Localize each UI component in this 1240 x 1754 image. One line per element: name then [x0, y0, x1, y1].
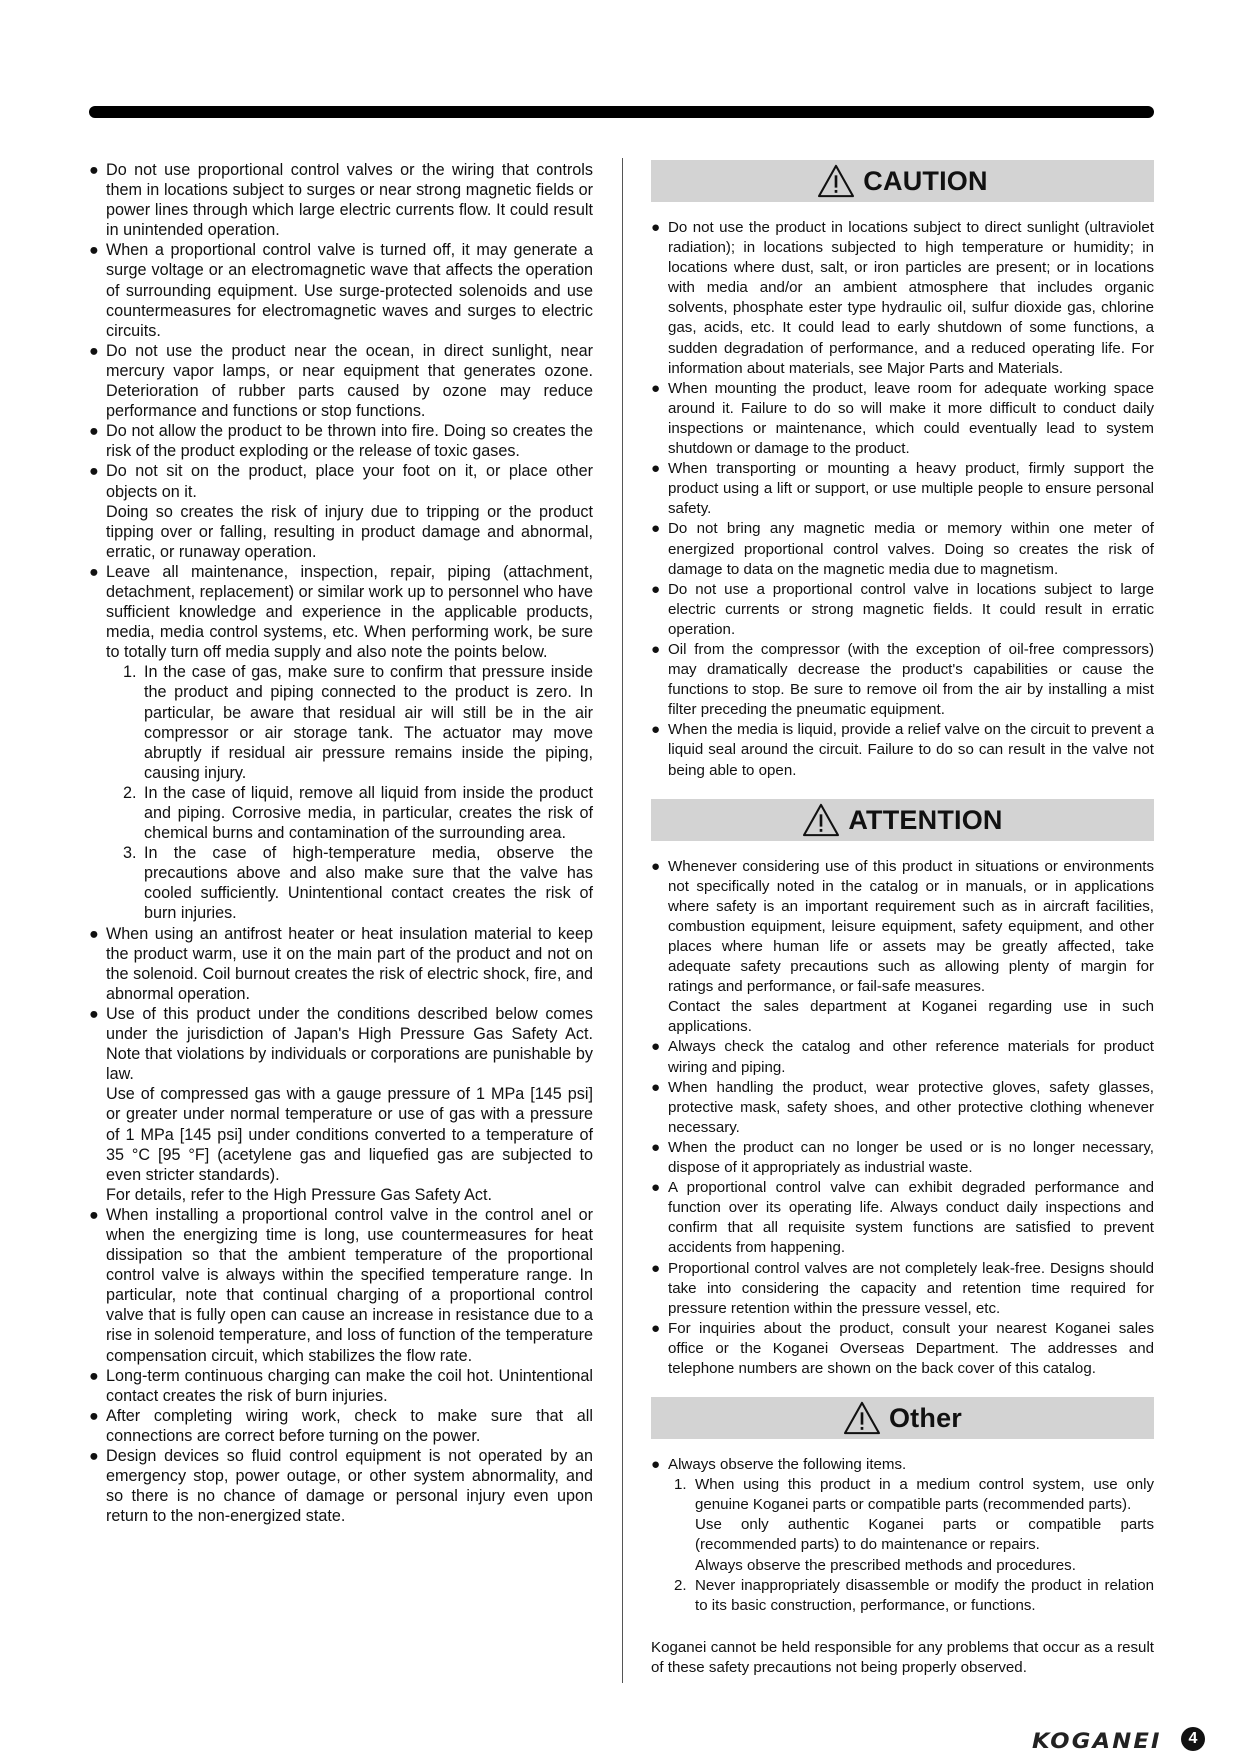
attention-title: ATTENTION	[848, 804, 1003, 835]
sub-item-text: In the case of high-temperature media, observe the precautions above and also make sure that the valve has cooled sufficiently. Unintentional contact creates the risk of burn injuries.	[144, 844, 593, 923]
sub-item-number: 2.	[123, 783, 137, 802]
item-text: Long-term continuous charging can make the coil hot. Unintentional contact creates the risk of burn injuries.	[106, 1366, 593, 1405]
list-item	[89, 562, 593, 924]
attention-header	[651, 799, 1154, 841]
bullet: ●	[651, 640, 661, 658]
left-column	[89, 160, 593, 1526]
item-text: Design devices so fluid control equipment is not operated by an emergency stop, power outage, or other system abnormality, and so there is no chance of damage or personal injury even upon return to the non-energized state.	[106, 1447, 593, 1526]
bullet: ●	[89, 1406, 99, 1425]
bullet: ●	[651, 1138, 661, 1156]
sub-item-number: 1.	[674, 1476, 687, 1494]
list-item	[89, 341, 593, 421]
item-text: When mounting the product, leave room for adequate working space around it. Failure to do so will make it more difficult to conduct daily inspections or maintenance, which could eventually lead to system shutdown or damage to the product.	[668, 379, 1154, 458]
bullet: ●	[651, 1179, 661, 1197]
sub-item-text: Never inappropriately disassemble or modify the product in relation to its basic construction, performance, or functions.	[695, 1576, 1154, 1614]
item-text: For inquiries about the product, consult your nearest Koganei sales office or the Koganei Overseas Department. The addresses and telephone numbers are shown on the back cover of this catalog.	[668, 1319, 1154, 1377]
sub-item	[106, 843, 593, 923]
other-header	[651, 1397, 1154, 1439]
list-item	[651, 580, 1154, 640]
sub-item-number: 2.	[674, 1576, 687, 1594]
bullet: ●	[89, 562, 99, 581]
item-text: Do not bring any magnetic media or memory within one meter of energized proportional control valves. Doing so creates the risk of damage to data on the magnetic media due to magnetism.	[668, 520, 1154, 578]
attention-list	[651, 857, 1154, 1379]
list-item	[651, 1037, 1154, 1077]
bullet: ●	[651, 520, 661, 538]
other-sublist	[651, 1475, 1154, 1616]
brand-logo: KOGANEI	[1032, 1729, 1162, 1753]
item-text: When using an antifrost heater or heat insulation material to keep the product warm, use it on the main part of the product and not on the solenoid. Coil burnout creates the risk of electric shock, fire, and abnormal operation.	[106, 924, 593, 1003]
page-number: 4	[1181, 1727, 1205, 1751]
sub-item	[106, 783, 593, 843]
item-text: Do not use proportional control valves or the wiring that controls them in locations subject to surges or near strong magnetic fields or power lines through which large electric currents flow. It could result in unintended operation.	[106, 161, 593, 240]
list-item	[89, 461, 593, 561]
sub-item	[106, 662, 593, 783]
item-text: When the product can no longer be used or is no longer necessary, dispose of it appropriately as industrial waste.	[668, 1138, 1154, 1177]
list-item	[651, 1319, 1154, 1379]
other-title: Other	[888, 1403, 962, 1434]
list-item	[89, 1366, 593, 1406]
list-item	[89, 1446, 593, 1526]
bullet: ●	[89, 1447, 99, 1465]
bullet: ●	[89, 422, 99, 441]
caution-list	[651, 218, 1154, 781]
item-text: A proportional control valve can exhibit degraded performance and function over its operating life. Always conduct daily inspections and confirm that all requisite system functions are satisfied to prevent accidents from happening.	[668, 1179, 1154, 1257]
bullet: ●	[651, 460, 661, 478]
item-text: Do not use the product in locations subject to direct sunlight (ultraviolet radiation); in locations subjected to high temperature or humidity; in locations where dust, salt, or iron particles are present; or in locations with media and/or an ambient atmosphere that includes organic solvents, phosphate ester type hydraulic oil, sulfur dioxide gas, chlorine gas, acids, etc. It could lead to early shutdown of some functions, a sudden degradation of performance, and a reduced operating life. For information about materials, see Major Parts and Materials.	[668, 219, 1154, 377]
bullet: ●	[651, 857, 661, 875]
right-column	[651, 160, 1154, 1678]
item-text: Whenever considering use of this product in situations or environments not specifically noted in the catalog or in manuals, or in applications where safety is an important requirement such as in aircraft facilities, combustion equipment, leisure equipment, safety equipment, and other places where human life or assets may be greatly affected, take adequate safety precautions such as allowing plenty of margin for ratings and performance, or fail-safe measures.	[668, 857, 1154, 996]
list-item	[89, 421, 593, 461]
sub-item	[651, 1576, 1154, 1616]
list-item	[89, 240, 593, 340]
list-item	[89, 160, 593, 240]
list-item	[651, 720, 1154, 780]
sub-item-number: 3.	[123, 844, 137, 863]
item-text: Do not sit on the product, place your foot on it, or place other objects on it.	[106, 462, 593, 501]
disclaimer-footnote: Koganei cannot be held responsible for any problems that occur as a result of these safety precautions not being properly observed.	[651, 1638, 1154, 1676]
item-text: When handling the product, wear protective gloves, safety glasses, protective mask, safety shoes, and other protective clothing whenever necessary.	[668, 1078, 1154, 1136]
item-text: When transporting or mounting a heavy product, firmly support the product using a lift or support, or use multiple people to ensure personal safety.	[668, 460, 1154, 518]
bullet: ●	[651, 1038, 661, 1056]
bullet: ●	[651, 1456, 661, 1474]
item-text: For details, refer to the High Pressure Gas Safety Act.	[106, 1185, 492, 1204]
item-text: Doing so creates the risk of injury due to tripping or the product tipping over or falling, resulting in product damage and abnormal, erratic, or runaway operation.	[106, 502, 593, 561]
bullet: ●	[89, 241, 99, 260]
item-text: Do not allow the product to be thrown into fire. Doing so creates the risk of the product exploding or the release of toxic gases.	[106, 422, 593, 461]
sub-item-number: 1.	[123, 663, 137, 682]
bullet: ●	[89, 161, 99, 179]
bullet: ●	[89, 924, 99, 943]
item-text: Do not use the product near the ocean, in direct sunlight, near mercury vapor lamps, or near equipment that generates ozone. Deterioration of rubber parts caused by ozone may reduce performance and functions or stop functions.	[106, 341, 593, 421]
item-text: Use of this product under the conditions described below comes under the jurisdiction of Japan's High Pressure Gas Safety Act. Note that violations by individuals or corporations are punishable by law.	[106, 1004, 593, 1084]
bullet: ●	[89, 1205, 99, 1224]
sub-item-text: Use only authentic Koganei parts or compatible parts (recommended parts) to do maintenance or repairs.	[695, 1516, 1154, 1554]
bullet: ●	[89, 1366, 99, 1385]
item-text: Contact the sales department at Koganei regarding use in such applications.	[668, 998, 1154, 1036]
list-item	[89, 1406, 593, 1446]
item-text: Proportional control valves are not completely leak-free. Designs should take into considering the capacity and retention time required for pressure retention within the pressure vessel, etc.	[668, 1259, 1154, 1317]
other-list	[651, 1455, 1154, 1616]
bullet: ●	[651, 721, 661, 739]
item-text: When a proportional control valve is turned off, it may generate a surge voltage or an electromagnetic wave that affects the operation of surrounding equipment. Use surge-protected solenoids and use countermeasures for electromagnetic waves and surges to electric circuits.	[106, 241, 593, 340]
item-text: Oil from the compressor (with the exception of oil-free compressors) may dramatically decrease the product's capabilities or cause the functions to stop. Be sure to remove oil from the air by installing a mist filter preceding the pneumatic equipment.	[668, 640, 1154, 719]
bullet: ●	[651, 219, 661, 236]
item-text: Do not use a proportional control valve in locations subject to large electric currents or strong magnetic fields. It could result in erratic operation.	[668, 580, 1154, 638]
item-text: Always check the catalog and other reference materials for product wiring and piping.	[668, 1038, 1154, 1076]
bullet: ●	[89, 341, 99, 360]
top-rule	[89, 106, 1154, 118]
bullet: ●	[651, 1259, 661, 1277]
bullet: ●	[89, 462, 99, 481]
list-item	[89, 924, 593, 1004]
caution-header	[651, 160, 1154, 202]
list-item	[651, 1259, 1154, 1319]
list-item	[651, 640, 1154, 720]
sub-item	[651, 1475, 1154, 1575]
warning-triangle-icon	[802, 803, 840, 837]
list-item	[651, 1078, 1154, 1138]
list-item	[651, 519, 1154, 579]
item-text: Use of compressed gas with a gauge pressure of 1 MPa [145 psi] or greater under normal temperature or use of gas with a pressure of 1 MPa [145 psi] under conditions converted to a temperature of 35 °C [95 °F] (acetylene gas and liquefied gas are subjected to even stricter standards).	[106, 1085, 593, 1184]
bullet: ●	[651, 1078, 661, 1096]
item-text: When installing a proportional control valve in the control anel or when the energizing time is long, use countermeasures for heat dissipation so that the ambient temperature of the proportional control valve is always within the specified temperature range. In particular, note that continual charging of a proportional control valve that is fully open can cause an increase in resistance due to a rise in solenoid temperature, and loss of function of the temperature compensation circuit, which stabilizes the flow rate.	[106, 1205, 593, 1365]
bullet: ●	[651, 1319, 661, 1337]
list-item	[651, 1455, 1154, 1475]
sub-item-text: When using this product in a medium control system, use only genuine Koganei parts or compatible parts (recommended parts).	[695, 1476, 1154, 1514]
list-item	[651, 379, 1154, 459]
warning-triangle-icon	[843, 1401, 881, 1435]
bullet: ●	[651, 379, 661, 397]
list-item	[651, 1138, 1154, 1178]
list-item	[651, 1178, 1154, 1258]
sub-item-text: In the case of gas, make sure to confirm that pressure inside the product and piping connected to the product is zero. In particular, be aware that residual air will still be in the air compressor or air storage tank. The actuator may move abruptly if residual air pressure remains inside the piping, causing injury.	[144, 663, 593, 782]
list-item	[651, 459, 1154, 519]
list-item	[89, 1004, 593, 1205]
bullet: ●	[89, 1004, 99, 1023]
item-text: After completing wiring work, check to make sure that all connections are correct before turning on the power.	[106, 1406, 593, 1445]
item-text: Leave all maintenance, inspection, repair, piping (attachment, detachment, replacement) or similar work up to personnel who have sufficient knowledge and experience in the applicable products, media, media control systems, etc. When performing work, be sure to totally turn off media supply and also note the points below.	[106, 562, 593, 662]
caution-title: CAUTION	[863, 165, 988, 196]
warning-triangle-icon	[817, 164, 855, 198]
sub-item-text: Always observe the prescribed methods and procedures.	[695, 1556, 1076, 1574]
sub-item-text: In the case of liquid, remove all liquid from inside the product and piping. Corrosive media, in particular, creates the risk of chemical burns and contamination of the surrounding area.	[144, 783, 593, 843]
list-item	[651, 857, 1154, 1038]
column-divider	[622, 158, 623, 1683]
other-intro: Always observe the following items.	[668, 1456, 907, 1474]
bullet: ●	[651, 580, 661, 598]
list-item	[89, 1205, 593, 1366]
list-item	[651, 218, 1154, 379]
item-text: When the media is liquid, provide a relief valve on the circuit to prevent a liquid seal around the circuit. Failure to do so can result in the valve not being able to open.	[668, 721, 1154, 779]
